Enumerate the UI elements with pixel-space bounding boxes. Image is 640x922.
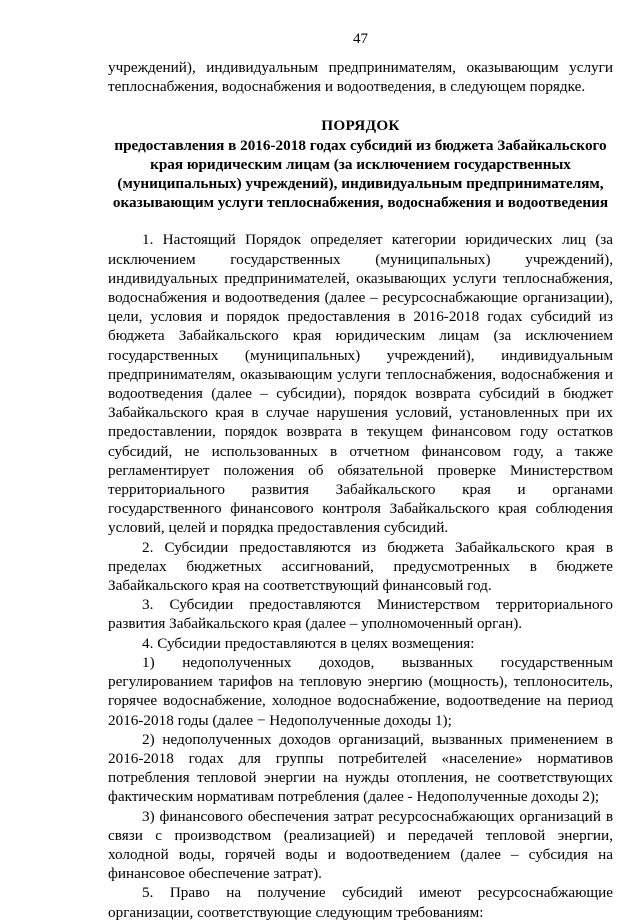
paragraph-5: 5. Право на получение субсидий имеют ресурсоснабжающие организации, соответствующие следующим требованиям:	[108, 884, 613, 921]
paragraph-4-item-3: 3) финансового обеспечения затрат ресурсоснабжающих организаций в связи с производством (реализацией) и передачей тепловой энергии, холодной воды, горячей воды и водоотведением (далее – субсидия на финансовое обеспечение затрат).	[108, 807, 613, 883]
document-body	[108, 230, 613, 921]
page-number: 47	[353, 31, 368, 47]
paragraph-1: 1. Настоящий Порядок определяет категории юридических лиц (за исключением государственных (муниципальных) учреждений), индивидуальных предпринимателей, оказывающих услуги теплоснабжения, водоснабжения и водоотведения (далее – ресурсоснабжающие организации), цели, условия и порядок предоставления в 2016-2018 годах субсидий из бюджета Забайкальского края юридическим лицам (за исключением государственных (муниципальных) учреждений), индивидуальным предпринимателям, оказывающим услуги теплоснабжения, водоснабжения и водоотведения (далее – субсидии), порядок возврата субсидий в бюджет Забайкальского края в случае нарушения условий, установленных при их предоставлении, порядок возврата в текущем финансовом году остатков субсидий, не использованных в отчетном финансовом году, а также регламентирует положения об обязательной проверке Министерством территориального развития Забайкальского края и органами государственного финансового контроля Забайкальского края соблюдения условий, целей и порядка предоставления субсидий.	[108, 231, 613, 537]
paragraph-4-item-1: 1) недополученных доходов, вызванных государственным регулированием тарифов на тепловую энергию (мощность), теплоноситель, горячее водоснабжение, холодное водоснабжение, водоотведение на период 2016-2018 годы (далее − Недополученные доходы 1);	[108, 653, 613, 729]
heading-title: ПОРЯДОК	[321, 117, 400, 135]
paragraph-4-item-2: 2) недополученных доходов организаций, вызванных применением в 2016-2018 годах для группы потребителей «население» нормативов потребления тепловой энергии на нужды отопления, не соответствующих фактическим нормативам потребления (далее - Недополученные доходы 2);	[108, 730, 613, 806]
paragraph-4: 4. Субсидии предоставляются в целях возмещения:	[142, 634, 475, 652]
heading-subtitle: предоставления в 2016-2018 годах субсидий из бюджета Забайкальского края юридическим лицам (за исключением государственных (муниципальных) учреждений), индивидуальным предпринимателям, оказывающим услуги теплоснабжения, водоснабжения и водоотведения	[112, 136, 609, 212]
paragraph-3: 3. Субсидии предоставляются Министерством территориального развития Забайкальского края (далее – уполномоченный орган).	[108, 596, 613, 633]
paragraph-2: 2. Субсидии предоставляются из бюджета Забайкальского края в пределах бюджетных ассигнований, предусмотренных в бюджете Забайкальского края на соответствующий финансовый год.	[108, 538, 613, 595]
document-page	[108, 30, 613, 922]
intro-text: учреждений), индивидуальным предпринимателям, оказывающим услуги теплоснабжения, водоснабжения и водоотведения, в следующем порядке.	[108, 59, 613, 96]
document-heading	[108, 116, 613, 212]
